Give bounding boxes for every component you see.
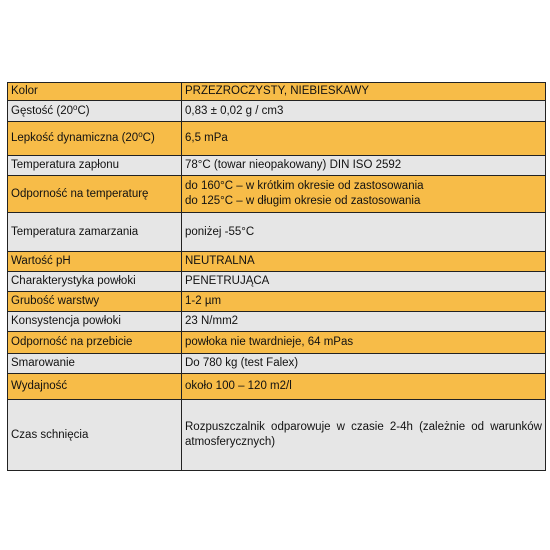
row-value: poniżej -55°C: [182, 213, 546, 252]
row-value: powłoka nie twardnieje, 64 mPas: [182, 332, 546, 354]
row-label: Odporność na temperaturę: [8, 176, 182, 213]
row-label: Charakterystyka powłoki: [8, 272, 182, 292]
row-label: Kolor: [8, 83, 182, 101]
row-value: 0,83 ± 0,02 g / cm3: [182, 101, 546, 122]
row-label: Temperatura zapłonu: [8, 156, 182, 176]
row-value: PENETRUJĄCA: [182, 272, 546, 292]
table-row: [8, 312, 546, 332]
row-value: 23 N/mm2: [182, 312, 546, 332]
row-value: 78°C (towar nieopakowany) DIN ISO 2592: [182, 156, 546, 176]
row-label: Gęstość (20$^o$C): [8, 101, 182, 122]
row-value: NEUTRALNA: [182, 252, 546, 272]
row-label: Odporność na przebicie: [8, 332, 182, 354]
table-row: [8, 272, 546, 292]
row-value: 6,5 mPa: [182, 122, 546, 156]
table-row: [8, 83, 546, 101]
table-row: [8, 332, 546, 354]
row-value: 1-2 µm: [182, 292, 546, 312]
row-value: [182, 176, 546, 213]
row-label: Wartość pH: [8, 252, 182, 272]
row-label: Czas schnięcia: [8, 400, 182, 471]
table-row: [8, 176, 546, 213]
row-value: Do 780 kg (test Falex): [182, 354, 546, 374]
table-row: [8, 252, 546, 272]
row-value: Rozpuszczalnik odparowuje w czasie 2-4h (zależnie od warunków atmosferycznych): [182, 400, 546, 471]
row-label: Wydajność: [8, 374, 182, 400]
table-row: [8, 400, 546, 471]
row-value-line: do 160°C – w krótkim okresie od zastosowania: [185, 180, 424, 192]
row-value-line: do 125°C – w długim okresie od zastosowania: [185, 195, 421, 207]
table-row: [8, 374, 546, 400]
table-row: [8, 213, 546, 252]
row-label: Grubość warstwy: [8, 292, 182, 312]
row-label: Konsystencja powłoki: [8, 312, 182, 332]
row-label: Smarowanie: [8, 354, 182, 374]
specification-table: [7, 82, 546, 471]
row-value: PRZEZROCZYSTY, NIEBIESKAWY: [182, 83, 546, 101]
row-label: Lepkość dynamiczna (20$^o$C): [8, 122, 182, 156]
table-row: [8, 101, 546, 122]
row-label: Temperatura zamarzania: [8, 213, 182, 252]
table-row: [8, 354, 546, 374]
table-row: [8, 156, 546, 176]
row-value: około 100 – 120 m2/l: [182, 374, 546, 400]
table-row: [8, 122, 546, 156]
table-row: [8, 292, 546, 312]
